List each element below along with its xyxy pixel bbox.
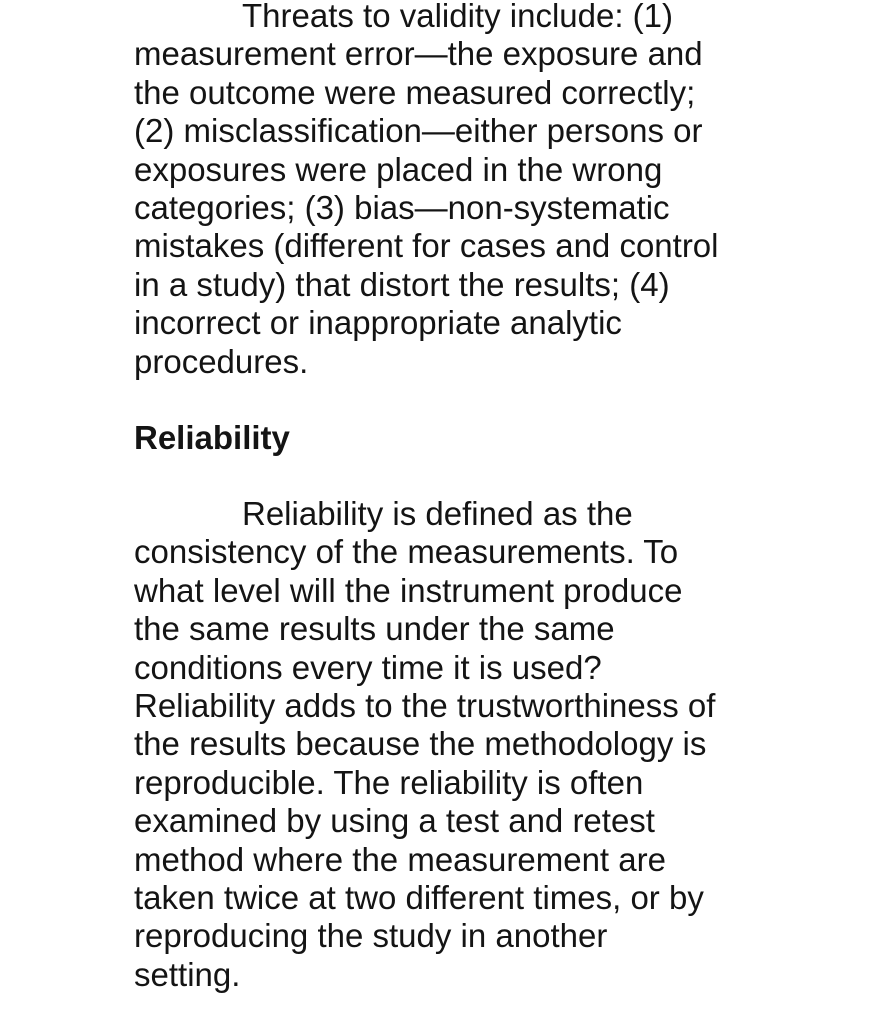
paragraph-line: (2) misclassification—either persons or [134, 112, 703, 150]
paragraph-line: Reliability is defined as the [242, 495, 633, 532]
paragraph-line: consistency of the measurements. To [134, 533, 679, 571]
paragraph-line: measurement error—the exposure and [134, 35, 703, 73]
paragraph-line: taken twice at two different times, or by [134, 879, 704, 917]
paragraph-line: the results because the methodology is [134, 725, 707, 763]
paragraph-line: what level will the instrument produce [134, 571, 683, 609]
paragraph-line: categories; (3) bias—non-systematic [134, 189, 670, 227]
threats-paragraph [134, 0, 824, 381]
paragraph-line: mistakes (different for cases and control [134, 227, 719, 265]
section-heading-reliability: Reliability [134, 419, 290, 456]
paragraph-line: conditions every time it is used? [134, 648, 602, 686]
paragraph-line: setting. [134, 955, 241, 993]
paragraph-line: exposures were placed in the wrong [134, 150, 663, 188]
paragraph-line: procedures. [134, 342, 309, 380]
paragraph-line: Threats to validity include: (1) [242, 0, 674, 34]
paragraph-line: examined by using a test and retest [134, 802, 655, 840]
paragraph-line: Reliability adds to the trustworthiness of [134, 687, 716, 725]
paragraph-line: method where the measurement are [134, 840, 666, 878]
paragraph-line: the outcome were measured correctly; [134, 73, 696, 111]
paragraph-line: the same results under the same [134, 610, 615, 648]
paragraph-line: reproducing the study in another [134, 917, 608, 955]
reliability-paragraph [134, 495, 824, 994]
paragraph-line: incorrect or inappropriate analytic [134, 304, 622, 342]
paragraph-line: in a study) that distort the results; (4) [134, 265, 670, 303]
paragraph-line: reproducible. The reliability is often [134, 763, 644, 801]
